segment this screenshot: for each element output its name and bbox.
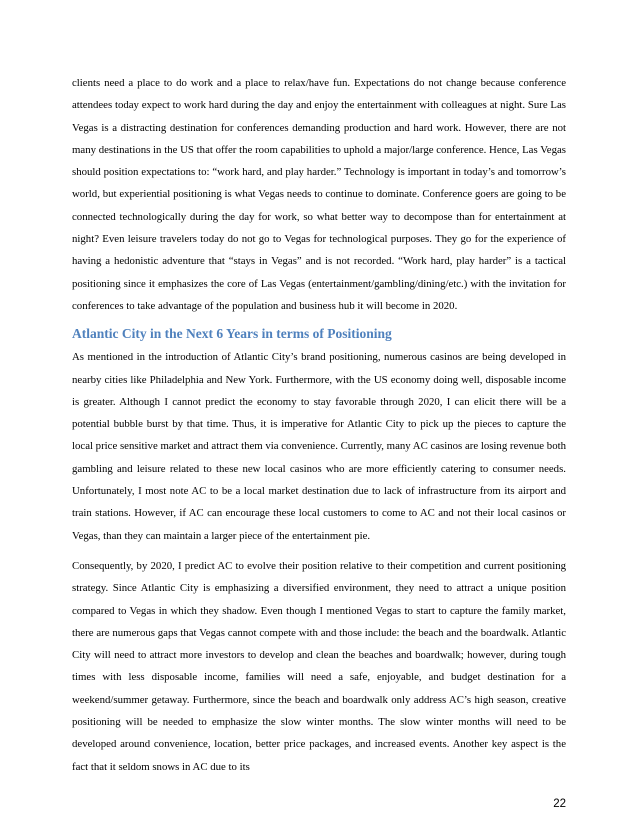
body-paragraph: As mentioned in the introduction of Atlantic City’s brand positioning, numerous casinos are being developed in nearby cities like Philadelphia and New York. Furthermore, with the US economy doing well, disposable income is greater. Although I cannot predict the economy to stay favorable through 2020, I can elicit there will be a potential bubble burst by that time. Thus, it is imperative for Atlantic City to pick up the pieces to capture the local price sensitive market and attract them via convenience. Currently, many AC casinos are losing revenue both gambling and leisure related to these new local casinos who are more efficiently catering to consumer needs. Unfortunately, I most note AC to be a local market destination due to lack of infrastructure from its airport and train stations. However, if AC can encourage these local customers to come to AC and not their local casinos or Vegas, than they can maintain a larger piece of the entertainment pie. xyxy=(72,351,566,542)
page-body xyxy=(72,72,566,778)
body-paragraph: clients need a place to do work and a place to relax/have fun. Expectations do not change because conference attendees today expect to work hard during the day and enjoy the entertainment with colleagues at night. Sure Las Vegas is a distracting destination for conferences demanding production and hard work. However, there are not many destinations in the US that offer the room capabilities to uphold a major/large conference. Hence, Las Vegas should position expectations to: “work hard, and play harder.” Technology is important in today’s and tomorrow’s world, but experiential positioning is what Vegas needs to continue to dominate. Conference goers are going to be connected technologically during the day for work, so what better way to decompose than for entertainment at night? Even leisure travelers today do not go to Vegas for technological purposes. They go for the experience of having a hedonistic adventure that “stays in Vegas” and is not recorded. “Work hard, play harder” is a tactical positioning since it emphasizes the core of Las Vegas (entertainment/gambling/dining/etc.) with the invitation for conferences to take advantage of the population and business hub it will become in 2020. xyxy=(72,77,566,312)
page-number: 22 xyxy=(553,798,566,810)
section-heading: Atlantic City in the Next 6 Years in terms of Positioning xyxy=(72,326,392,342)
body-paragraph: Consequently, by 2020, I predict AC to evolve their position relative to their competition and current positioning strategy. Since Atlantic City is emphasizing a diversified environment, they need to attract a unique position compared to Vegas in which they shadow. Even though I mentioned Vegas to start to capture the family market, there are numerous gaps that Vegas cannot compete with and those include: the beach and the boardwalk. Atlantic City will need to attract more investors to develop and clean the beaches and boardwalk; however, during tough times with less disposable income, families will need a safe, enjoyable, and budget destination for a weekend/summer getaway. Furthermore, since the beach and boardwalk only address AC’s high season, creative positioning will be needed to emphasize the slow winter months. The slow winter months will need to be developed around convenience, location, better price packages, and increased events. Another key aspect is the fact that it seldom snows in AC due to its xyxy=(72,559,566,773)
